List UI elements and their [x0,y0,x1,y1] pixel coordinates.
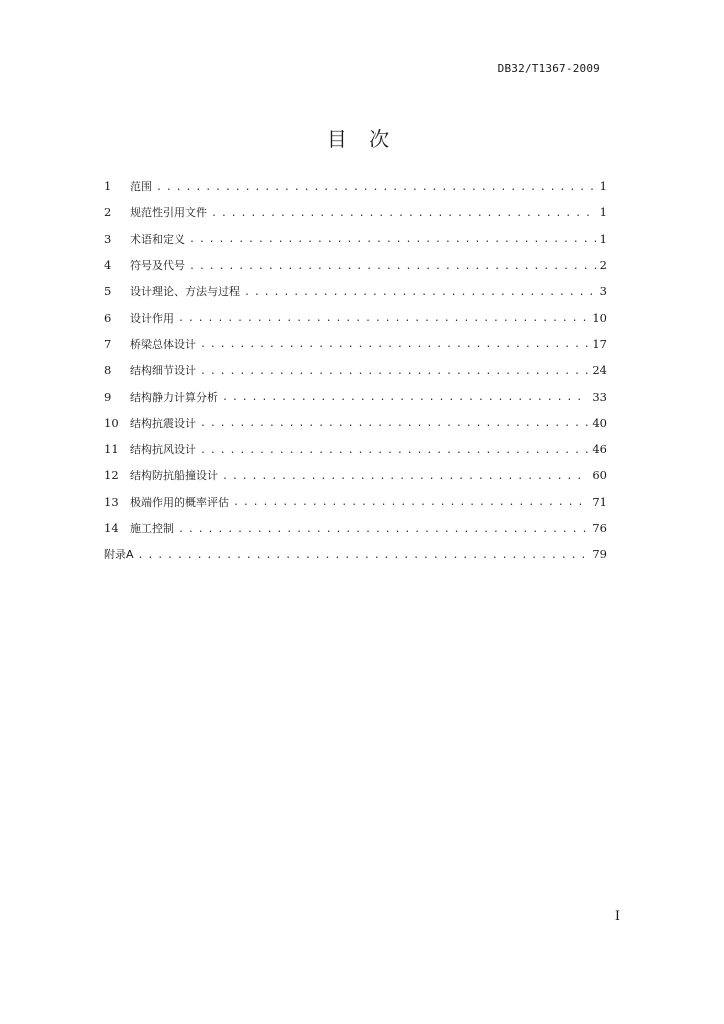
toc-entry-number: 6 [104,310,112,325]
toc-entry-label: 设计理论、方法与过程 [130,285,240,299]
toc-entry-page: 46 [592,442,607,457]
toc-entry-page: 60 [592,468,607,483]
toc-leader-dots [244,287,596,298]
toc-entry-number: 10 [104,415,119,430]
toc-entry-label: 范围 [130,180,152,194]
toc-entry-page: 1 [599,205,607,220]
toc-leader-dots [200,418,588,429]
toc-leader-dots [222,392,588,403]
toc-entry-page: 1 [599,179,607,194]
toc-entry-label: 极端作用的概率评估 [130,495,229,509]
toc-entry-number: 12 [104,468,119,483]
toc-entry-label: 结构静力计算分析 [130,390,218,404]
toc-entry-label: 设计作用 [130,311,174,325]
toc-entry-page: 24 [592,363,607,378]
toc-entry-label: 规范性引用文件 [130,206,207,220]
toc-entry[interactable] [104,410,607,436]
toc-entry[interactable] [104,199,607,225]
toc-leader-dots [222,471,588,482]
toc-entry-page: 79 [592,547,607,562]
toc-entry-number: 14 [104,521,119,535]
toc-entry-label: 符号及代号 [130,259,185,273]
toc-entry-page: 40 [592,415,607,430]
toc-entry[interactable] [104,357,607,383]
toc-entry-number: 8 [104,363,112,378]
toc-entry-number: 7 [104,336,112,351]
toc-entry-number: 3 [104,231,112,246]
toc-entry-label: 结构抗震设计 [130,416,196,430]
toc-leader-dots [138,550,589,561]
toc-entry-page: 76 [592,521,607,535]
toc-leader-dots [178,313,588,324]
toc-leader-dots [200,339,588,350]
toc-leader-dots [156,182,596,193]
toc-entry-page: 3 [599,284,607,299]
toc-entry-appendix[interactable] [104,541,607,567]
toc-entry[interactable] [104,515,607,541]
toc-title: 目 次 [326,127,398,151]
toc-entry-label: 结构防抗船撞设计 [130,469,218,483]
toc-entry-label: 施工控制 [130,522,174,535]
toc-entry[interactable] [104,226,607,252]
toc-leader-dots [189,261,596,272]
toc-entry-page: 1 [599,231,607,246]
toc-entry-number: 9 [104,389,112,404]
toc-entry-number: 2 [104,205,112,220]
toc-entry-page: 10 [592,310,607,325]
toc-leader-dots [189,234,596,245]
toc-entry-label: 结构抗风设计 [130,443,196,457]
toc-leader-dots [233,497,588,508]
table-of-contents [104,173,607,567]
toc-entry-number: 11 [104,442,119,457]
toc-leader-dots [200,445,588,456]
page-number: I [614,909,620,924]
toc-entry[interactable] [104,489,607,515]
toc-entry[interactable] [104,278,607,304]
toc-entry-label: 附录A [104,548,134,562]
toc-entry[interactable] [104,304,607,330]
toc-entry-number: 4 [104,258,112,273]
toc-entry[interactable] [104,331,607,357]
toc-entry-number: 1 [104,179,112,194]
toc-entry[interactable] [104,252,607,278]
toc-entry-page: 71 [592,494,607,509]
toc-entry-page: 33 [592,389,607,404]
toc-entry[interactable] [104,462,607,488]
toc-entry[interactable] [104,383,607,409]
toc-entry-page: 17 [592,336,607,351]
document-code: DB32/T1367-2009 [497,62,600,75]
toc-leader-dots [211,208,596,219]
toc-leader-dots [178,524,588,535]
toc-entry-label: 结构细节设计 [130,364,196,378]
toc-entry-number: 5 [104,284,112,299]
toc-leader-dots [200,366,588,377]
toc-entry-label: 桥梁总体设计 [130,337,196,351]
toc-entry[interactable] [104,173,607,199]
toc-entry[interactable] [104,436,607,462]
toc-entry-label: 术语和定义 [130,232,185,246]
toc-entry-page: 2 [599,258,607,273]
toc-entry-number: 13 [104,494,119,509]
